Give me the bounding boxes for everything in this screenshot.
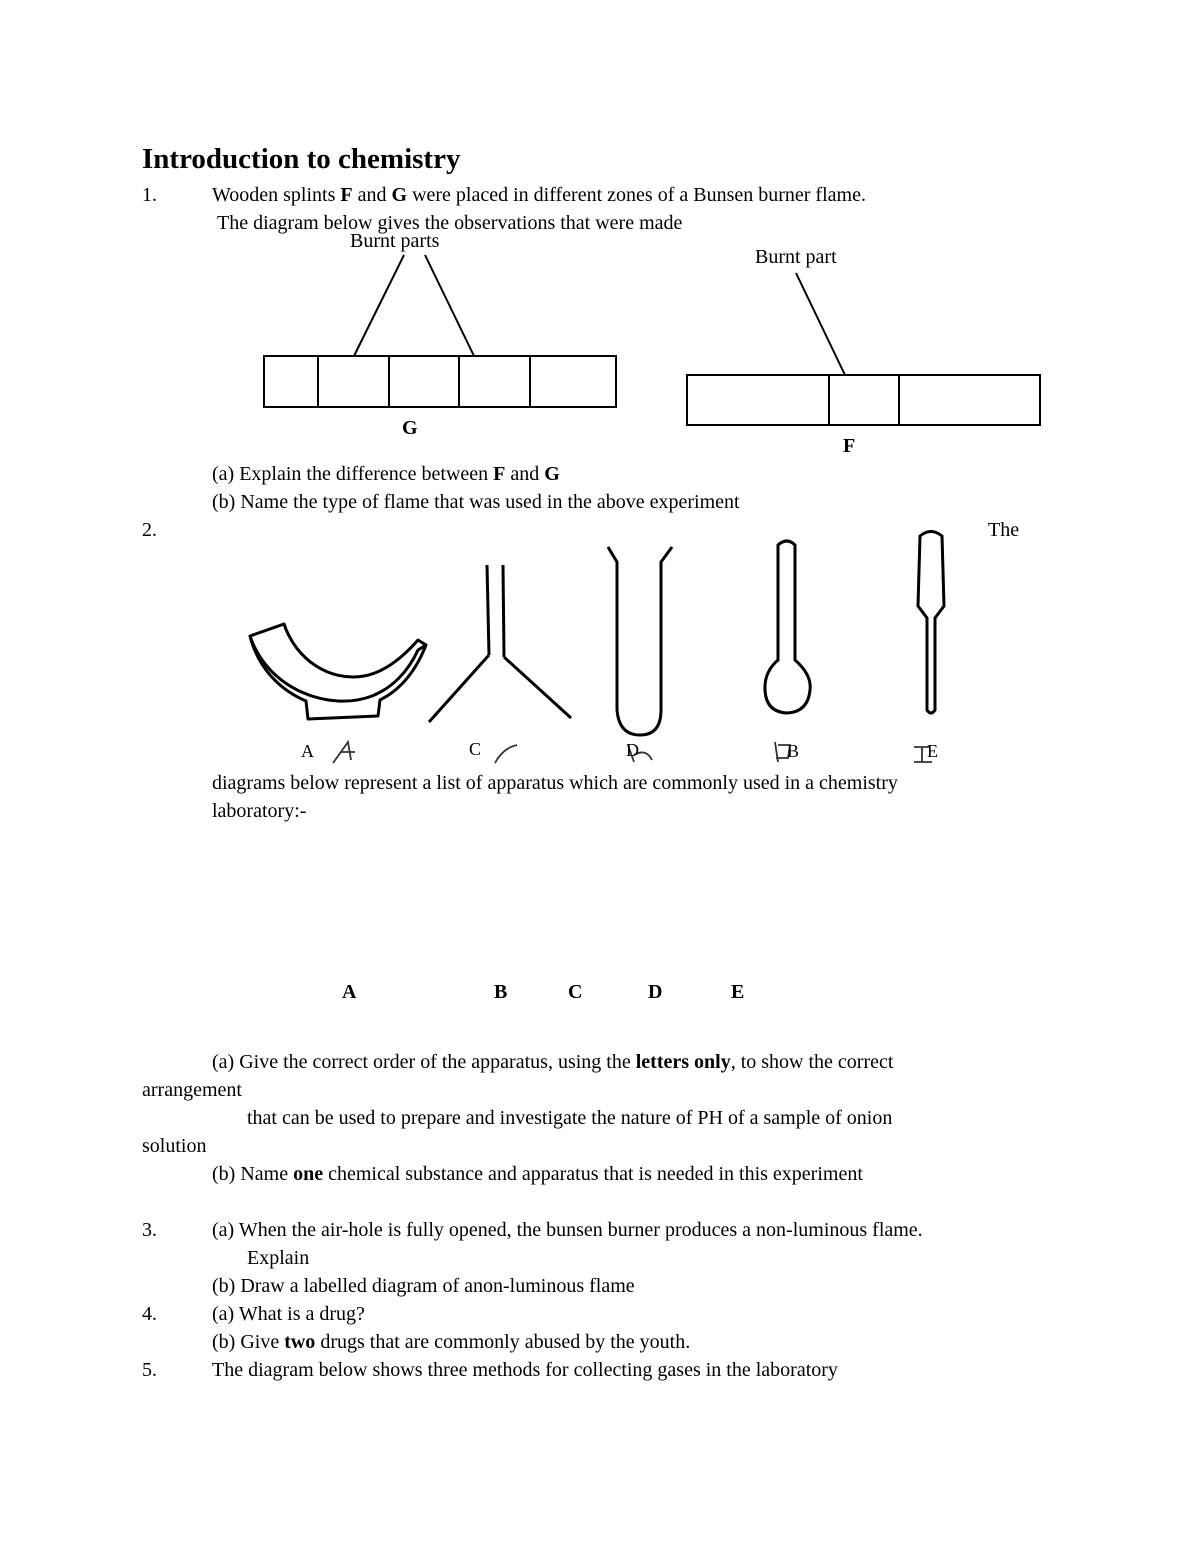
q4-part-b: (b) Give two drugs that are commonly abused by the youth. — [212, 1331, 691, 1353]
q3-part-a: (a) When the air-hole is fully opened, the bunsen burner produces a non-luminous flame. — [212, 1219, 923, 1241]
splint-f-label: F — [843, 435, 856, 457]
fig-label-e: E — [927, 741, 938, 761]
fig-label-b: B — [787, 741, 800, 761]
q3-part-b: (b) Draw a labelled diagram of anon-luminous flame — [212, 1275, 635, 1297]
q2-the: The — [988, 519, 1020, 541]
apparatus-a — [250, 624, 426, 719]
burnt-parts-label: Burnt parts — [350, 230, 440, 252]
apparatus-c — [429, 565, 571, 722]
bold-label-b: B — [494, 981, 508, 1003]
q3-part-a-cont: Explain — [247, 1247, 310, 1269]
q4-number: 4. — [142, 1303, 157, 1325]
q1-line2: The diagram below gives the observations that were made — [217, 212, 683, 234]
fig-label-a: A — [301, 741, 314, 761]
bold-label-e: E — [731, 981, 745, 1003]
q2-part-a-wrap2: solution — [142, 1135, 207, 1157]
q2-part-a-wrap1: arrangement — [142, 1079, 242, 1101]
apparatus-d — [608, 547, 672, 735]
q1-part-a: (a) Explain the difference between F and G — [212, 463, 560, 485]
bold-label-d: D — [648, 981, 663, 1003]
q2-part-a-line2: that can be used to prepare and investigate the nature of PH of a sample of onion — [247, 1107, 893, 1129]
bold-label-a: A — [342, 981, 357, 1003]
page-title: Introduction to chemistry — [142, 143, 461, 175]
q2-number: 2. — [142, 519, 157, 541]
splint-g-label: G — [402, 417, 418, 439]
q2-part-b: (b) Name one chemical substance and apparatus that is needed in this experiment — [212, 1163, 863, 1185]
q2-line2: laboratory:- — [212, 800, 307, 822]
apparatus-b — [765, 541, 810, 713]
q1-part-b: (b) Name the type of flame that was used in the above experiment — [212, 491, 740, 513]
q3-number: 3. — [142, 1219, 157, 1241]
burnt-part-label: Burnt part — [755, 246, 837, 268]
q2-line1: diagrams below represent a list of apparatus which are commonly used in a chemistry — [212, 772, 898, 794]
bold-label-c: C — [568, 981, 583, 1003]
fig-label-d: D — [626, 740, 639, 760]
q1-number: 1. — [142, 184, 157, 206]
apparatus-e — [918, 532, 944, 714]
q5-number: 5. — [142, 1359, 157, 1381]
q5-text: The diagram below shows three methods for collecting gases in the laboratory — [212, 1359, 838, 1381]
q2-part-a: (a) Give the correct order of the apparatus, using the letters only, to show the correct — [212, 1051, 894, 1073]
q1-line1: Wooden splints F and G were placed in different zones of a Bunsen burner flame. — [212, 184, 866, 206]
q4-part-a: (a) What is a drug? — [212, 1303, 365, 1325]
fig-label-c: C — [469, 739, 482, 759]
